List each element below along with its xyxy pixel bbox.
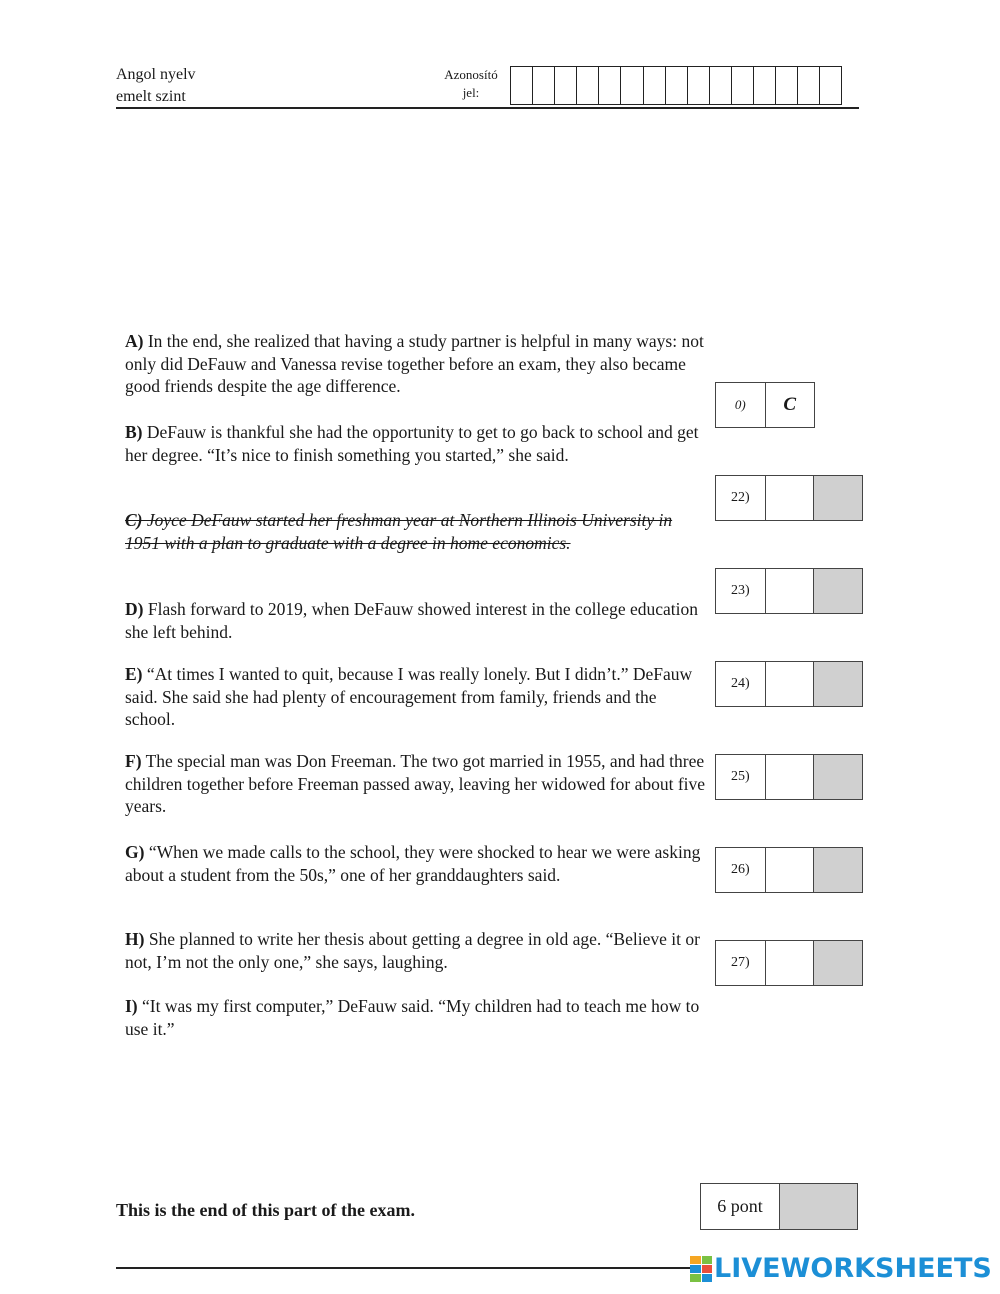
option-b [125,421,710,466]
answer-input[interactable] [766,569,815,613]
id-cell[interactable] [644,67,666,104]
grader-cell [814,476,862,520]
answer-number: 22) [716,476,766,520]
option-text: Joyce DeFauw started her freshman year at Northern Illinois University in 1951 with a plan to graduate with a degree in home economics. [125,510,673,553]
liveworksheets-watermark [690,1254,992,1284]
option-i [125,995,710,1040]
option-text: The special man was Don Freeman. The two got married in 1955, and had three children together before Freeman passed away, leaving her widowed for about five years. [125,751,706,816]
id-cell[interactable] [577,67,599,104]
end-of-part-text: This is the end of this part of the exam. [116,1200,416,1220]
id-cell[interactable] [533,67,555,104]
score-label: 6 pont [701,1184,780,1229]
option-a [125,330,710,398]
id-cell[interactable] [555,67,577,104]
answer-number: 25) [716,755,766,799]
level-label: emelt szint [116,88,186,105]
answer-input[interactable] [766,848,815,892]
option-letter: D) [125,599,144,619]
answer-number: 24) [716,662,766,706]
option-letter: F) [125,751,142,771]
score-box [700,1183,858,1230]
option-letter: B) [125,422,143,442]
answer-number: 23) [716,569,766,613]
option-c-crossed-out [125,509,710,554]
id-cell[interactable] [688,67,710,104]
answer-number: 26) [716,848,766,892]
answer-value: C [783,394,797,415]
option-e [125,663,710,731]
option-letter: G) [125,842,145,862]
id-label-line1: Azonosító [444,67,498,82]
answer-input[interactable] [766,755,815,799]
id-cell[interactable] [754,67,776,104]
option-g [125,841,710,886]
option-text: “When we made calls to the school, they were shocked to hear we were asking about a student from the 50s,” one of her granddaughters said. [125,842,701,885]
id-cell[interactable] [732,67,754,104]
answer-box-25 [715,754,863,800]
id-cell[interactable] [599,67,621,104]
id-cell[interactable] [666,67,688,104]
answer-input[interactable] [766,662,815,706]
option-text: “At times I wanted to quit, because I was really lonely. But I didn’t.” DeFauw said. She said she had plenty of encouragement from family, friends and the school. [125,664,693,729]
answer-box-23 [715,568,863,614]
id-cell[interactable] [621,67,643,104]
option-f [125,750,710,818]
score-cell [780,1184,857,1229]
grader-cell [814,755,862,799]
grader-cell [814,848,862,892]
answer-number: 27) [716,941,766,985]
option-letter: A) [125,331,144,351]
id-label-line2: jel: [462,85,480,100]
subject-label: Angol nyelv [116,66,196,83]
watermark-text: LIVEWORKSHEETS [714,1253,992,1284]
answer-input[interactable] [766,476,815,520]
option-text: Flash forward to 2019, when DeFauw showed interest in the college education she left behind. [125,599,698,642]
option-text: DeFauw is thankful she had the opportunity to get to go back to school and get her degree. “It’s nice to finish something you started,” she said. [125,422,699,465]
id-cell[interactable] [798,67,820,104]
grader-cell [814,941,862,985]
option-text: “It was my first computer,” DeFauw said. “My children had to teach me how to use it.” [125,996,700,1039]
option-text: In the end, she realized that having a study partner is helpful in many ways: not only did DeFauw and Vanessa revise together before an exam, they also became good friends despite the age difference. [125,331,704,396]
option-d [125,598,710,643]
example-answer-box [715,382,815,428]
header-rule [116,107,859,109]
option-h [125,928,710,973]
answer-input[interactable] [766,941,815,985]
option-letter: H) [125,929,145,949]
option-letter: I) [125,996,138,1016]
answer-box-26 [715,847,863,893]
id-cell[interactable] [511,67,533,104]
option-letter: C) [125,510,143,530]
grader-cell [814,662,862,706]
id-code-grid [510,66,842,105]
answer-box-24 [715,661,863,707]
option-text: She planned to write her thesis about getting a degree in old age. “Believe it or not, I’m not the only one,” she says, laughing. [125,929,700,972]
grader-cell [814,569,862,613]
id-cell[interactable] [710,67,732,104]
footer-rule [116,1267,696,1269]
id-label [432,66,510,102]
answer-number: 0) [716,383,766,427]
answer-box-22 [715,475,863,521]
id-cell[interactable] [820,67,842,104]
option-letter: E) [125,664,143,684]
id-cell[interactable] [776,67,798,104]
exam-header-title [116,64,196,108]
answer-box-27 [715,940,863,986]
liveworksheets-logo-icon [690,1256,712,1282]
